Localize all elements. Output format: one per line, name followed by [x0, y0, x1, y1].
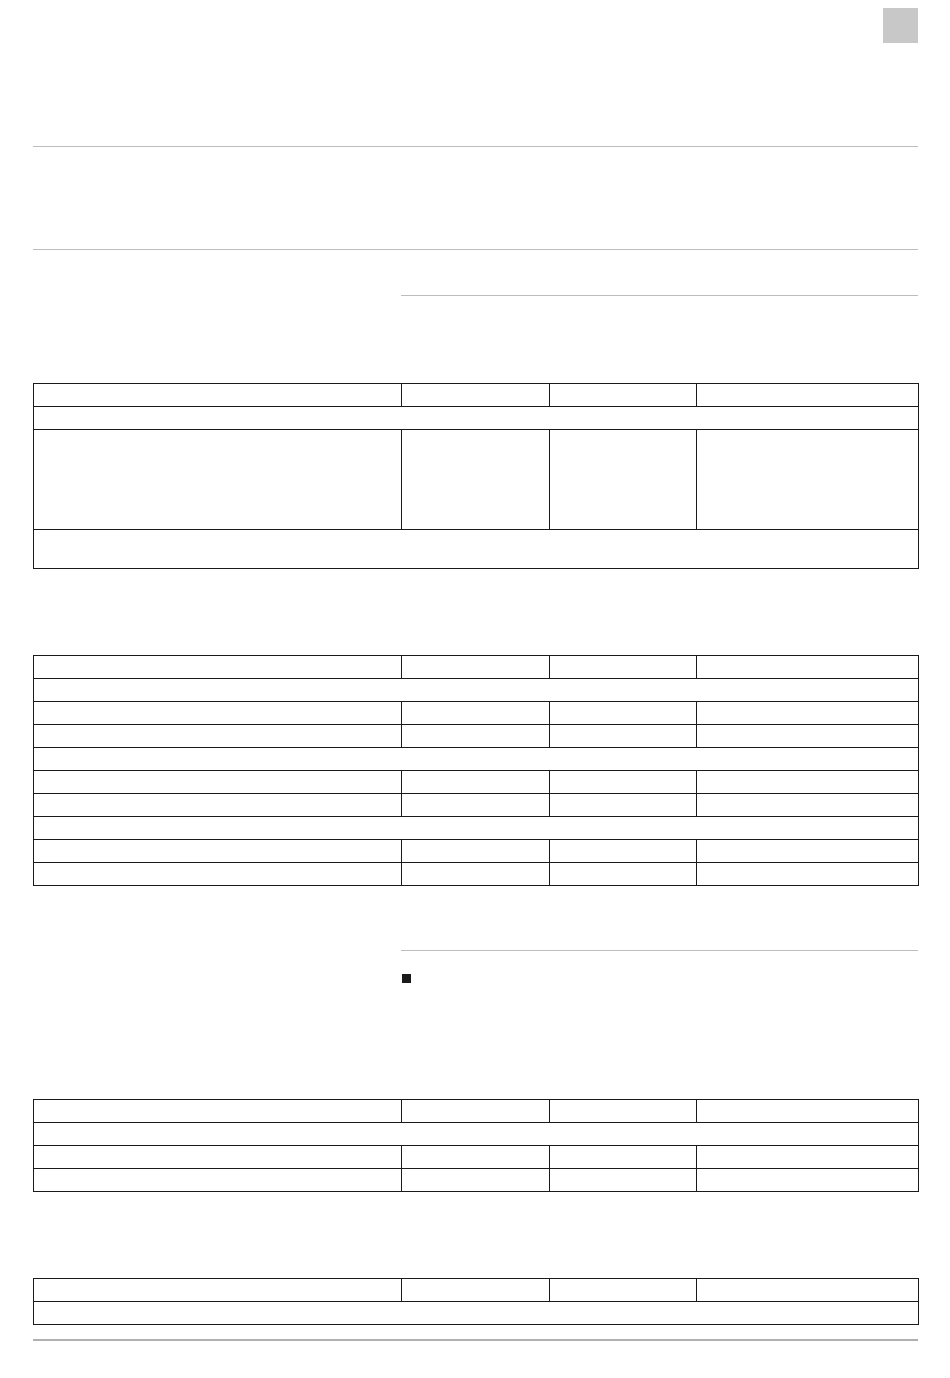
table-row: [34, 748, 919, 771]
table-cell: [34, 702, 402, 725]
table-cell: [697, 1100, 919, 1123]
table-cell: [34, 430, 402, 530]
table-group-cell: [34, 1302, 919, 1325]
table-cell: [697, 430, 919, 530]
table-row: [34, 725, 919, 748]
table-group-cell: [34, 1123, 919, 1146]
table-cell: [34, 1100, 402, 1123]
table-1: [33, 383, 919, 569]
header-rule-top: [33, 146, 918, 147]
section-rule-2: [401, 950, 918, 951]
table-cell: [550, 384, 697, 407]
table-row: [34, 407, 919, 430]
table-cell: [34, 725, 402, 748]
table-cell: [34, 384, 402, 407]
table-group-cell: [34, 679, 919, 702]
table-cell: [402, 384, 550, 407]
table-cell: [697, 794, 919, 817]
table-cell: [402, 430, 550, 530]
table-row: [34, 430, 919, 530]
table-cell: [402, 1169, 550, 1192]
table-row: [34, 530, 919, 569]
table-cell: [550, 794, 697, 817]
table-cell: [550, 1100, 697, 1123]
table-row: [34, 1279, 919, 1302]
table-cell: [550, 1169, 697, 1192]
table-cell: [34, 863, 402, 886]
table-cell: [550, 840, 697, 863]
table-cell: [402, 702, 550, 725]
section-rule-1: [401, 295, 918, 296]
table-row: [34, 1146, 919, 1169]
table-cell: [697, 1169, 919, 1192]
table-cell: [402, 656, 550, 679]
table-row: [34, 771, 919, 794]
table-cell: [34, 1146, 402, 1169]
table-cell: [697, 771, 919, 794]
table-cell: [697, 702, 919, 725]
table-cell: [697, 656, 919, 679]
table-3: [33, 1099, 919, 1192]
table-2: [33, 655, 919, 886]
table-cell: [402, 794, 550, 817]
table-4: [33, 1278, 919, 1325]
table-cell: [697, 863, 919, 886]
table-row: [34, 1100, 919, 1123]
table-cell: [697, 384, 919, 407]
table-cell: [34, 840, 402, 863]
table-row: [34, 840, 919, 863]
table-group-cell: [34, 817, 919, 840]
table-cell: [402, 863, 550, 886]
table-cell: [34, 1169, 402, 1192]
square-bullet-icon: [402, 974, 411, 983]
table-cell: [34, 771, 402, 794]
table-row: [34, 702, 919, 725]
table-cell: [550, 430, 697, 530]
table-group-cell: [34, 407, 919, 430]
table-cell: [402, 1146, 550, 1169]
table-cell: [697, 725, 919, 748]
header-rule-bottom: [33, 249, 918, 250]
table-cell: [402, 725, 550, 748]
table-cell: [697, 1279, 919, 1302]
table-cell: [550, 863, 697, 886]
table-cell: [34, 656, 402, 679]
table-cell: [550, 1146, 697, 1169]
table-row: [34, 656, 919, 679]
table-cell: [34, 794, 402, 817]
table-row: [34, 817, 919, 840]
footer-rule: [33, 1339, 918, 1341]
table-footnote-cell: [34, 530, 919, 569]
table-cell: [402, 771, 550, 794]
table-cell: [550, 656, 697, 679]
table-row: [34, 679, 919, 702]
table-cell: [550, 725, 697, 748]
table-cell: [550, 771, 697, 794]
table-row: [34, 863, 919, 886]
table-row: [34, 1169, 919, 1192]
table-group-cell: [34, 748, 919, 771]
table-cell: [402, 1279, 550, 1302]
table-row: [34, 1302, 919, 1325]
table-row: [34, 384, 919, 407]
table-cell: [697, 840, 919, 863]
page-marker-tab: [883, 8, 918, 43]
table-cell: [34, 1279, 402, 1302]
table-cell: [697, 1146, 919, 1169]
table-row: [34, 1123, 919, 1146]
table-row: [34, 794, 919, 817]
table-cell: [402, 840, 550, 863]
table-cell: [550, 1279, 697, 1302]
table-cell: [402, 1100, 550, 1123]
table-cell: [550, 702, 697, 725]
